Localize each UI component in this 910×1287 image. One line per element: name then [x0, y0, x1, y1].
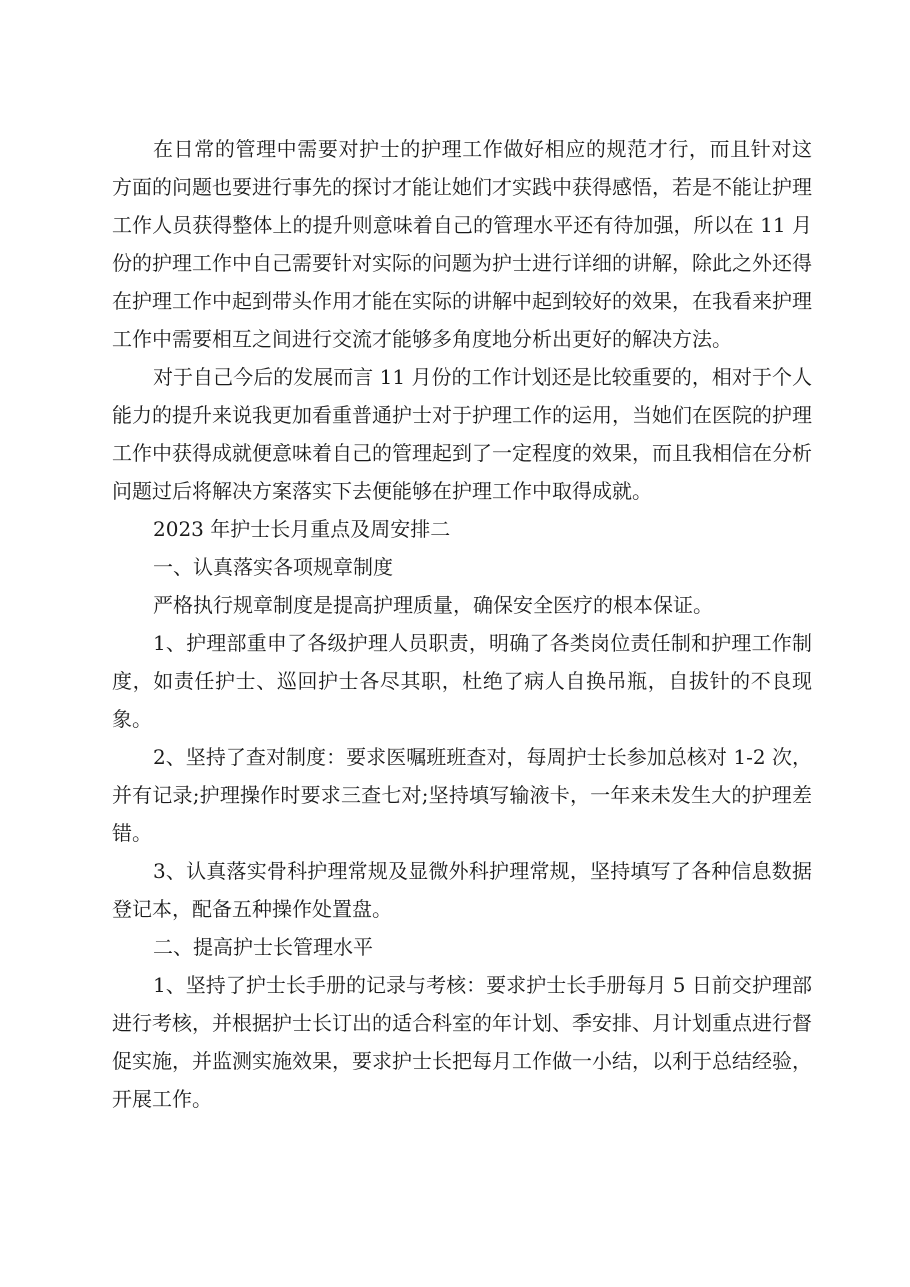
section-heading: 二、提高护士长管理水平	[153, 935, 373, 959]
list-item: 1、护理部重申了各级护理人员职责，明确了各类岗位责任制和护理工作制度，如责任护士、巡回护士各尽其职，杜绝了病人自换吊瓶，自拔针的不良现象。	[112, 631, 812, 731]
body-paragraph: 对于自己今后的发展而言 11 月份的工作计划还是比较重要的，相对于个人能力的提升来说我更加看重普通护士对于护理工作的运用，当她们在医院的护理工作中获得成就便意味着自己的管理起到了一定程度的效果，而且我相信在分析问题过后将解决方案落实下去便能够在护理工作中取得成就。	[112, 365, 812, 503]
list-item: 3、认真落实骨科护理常规及显微外科护理常规，坚持填写了各种信息数据登记本，配备五种操作处置盘。	[112, 859, 812, 921]
body-paragraph: 在日常的管理中需要对护士的护理工作做好相应的规范才行，而且针对这方面的问题也要进行事先的探讨才能让她们才实践中获得感悟，若是不能让护理工作人员获得整体上的提升则意味着自己的管理水平还有待加强，所以在 11 月份的护理工作中自己需要针对实际的问题为护士进行详细的讲解，除此之外还得在护理工作中起到带头作用才能在实际的讲解中起到较好的效果，在我看来护理工作中需要相互之间进行交流才能够多角度地分析出更好的解决方法。	[112, 137, 812, 351]
body-paragraph: 严格执行规章制度是提高护理质量，确保安全医疗的根本保证。	[153, 593, 713, 617]
list-item: 1、坚持了护士长手册的记录与考核：要求护士长手册每月 5 日前交护理部进行考核，并根据护士长订出的适合科室的年计划、季安排、月计划重点进行督促实施，并监测实施效果，要求护士长把每月工作做一小结，以利于总结经验，开展工作。	[112, 973, 812, 1111]
document-page	[112, 130, 812, 1118]
list-item: 2、坚持了查对制度：要求医嘱班班查对，每周护士长参加总核对 1-2 次，并有记录;护理操作时要求三查七对;坚持填写输液卡，一年来未发生大的护理差错。	[112, 745, 812, 845]
section-heading: 一、认真落实各项规章制度	[153, 555, 393, 579]
section-title: 2023 年护士长月重点及周安排二	[153, 517, 451, 541]
